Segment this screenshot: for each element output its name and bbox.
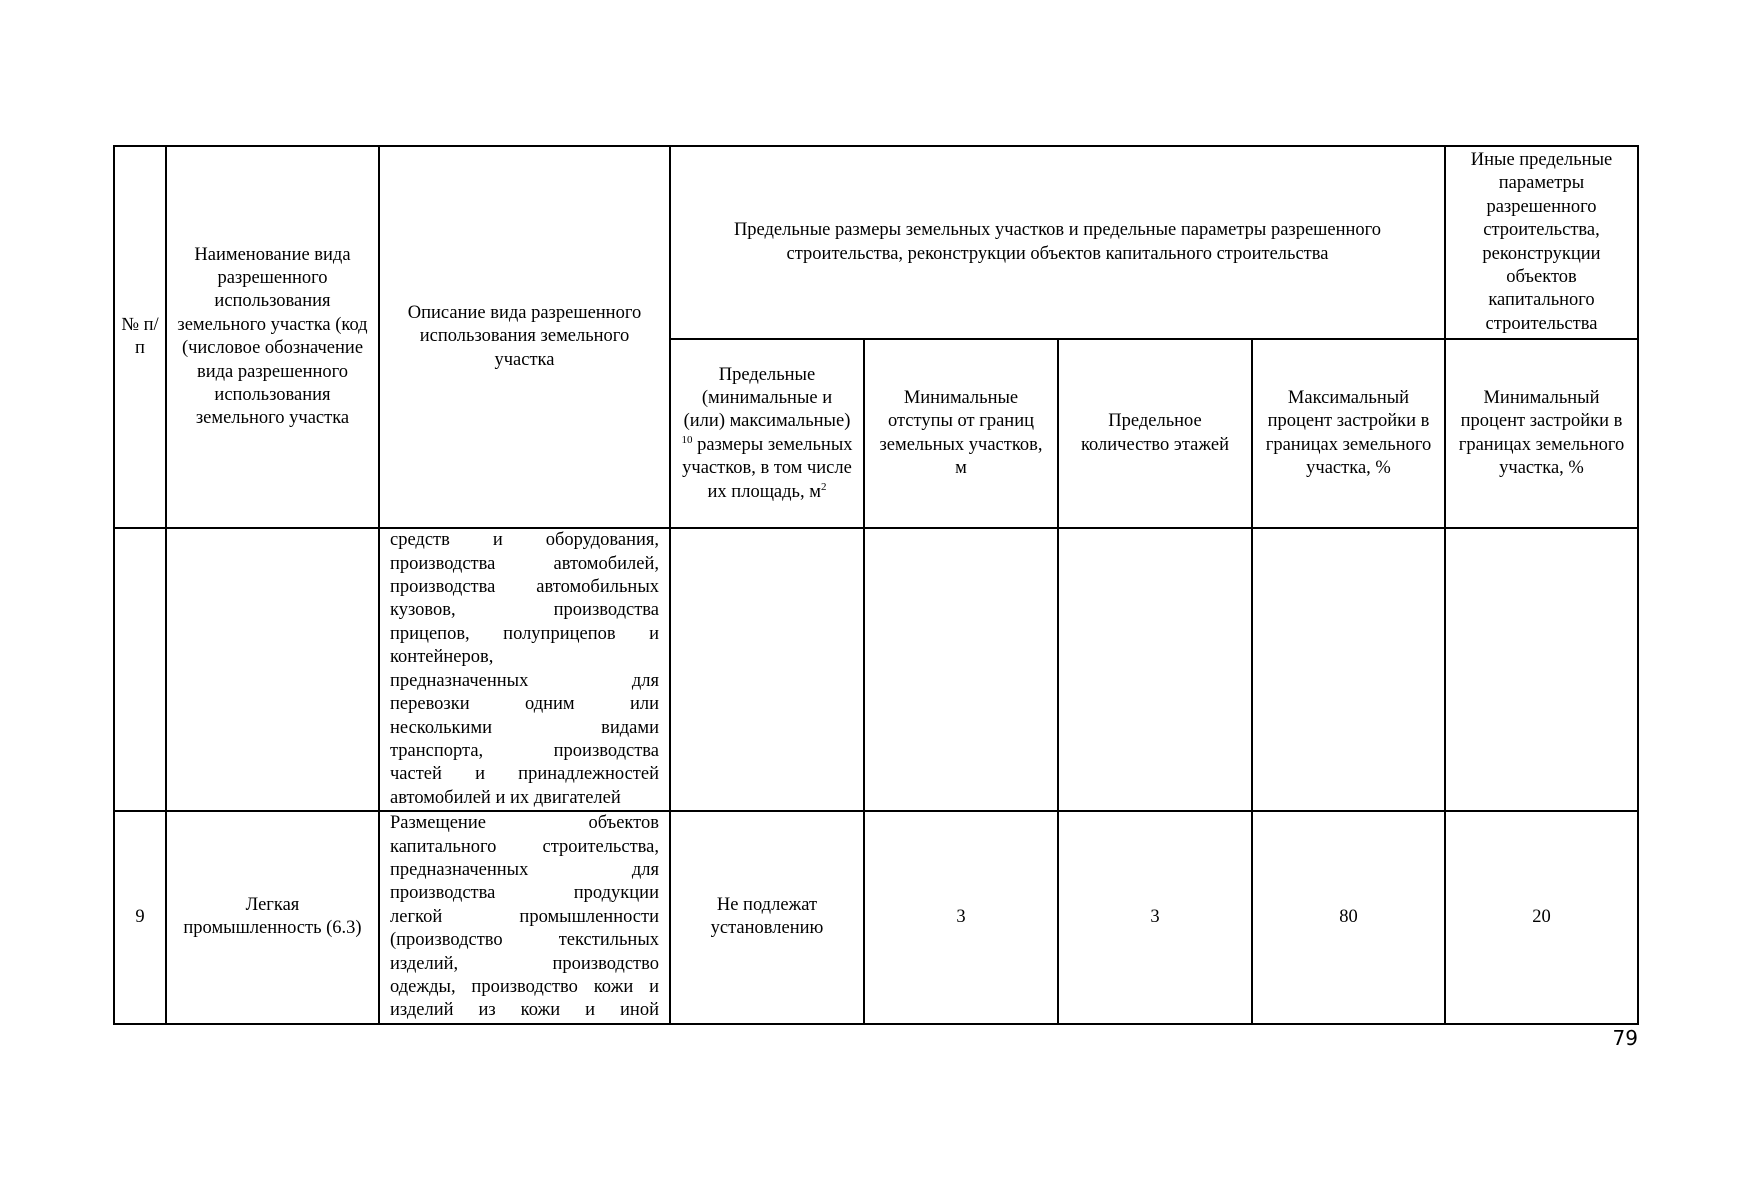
row-desc [379,811,670,1024]
desc-line: перевозки одним или [390,694,659,715]
desc-line: Размещение объектов [390,813,659,834]
row-num [114,528,166,811]
header-other: Иные предельные параметры разрешенного строительства, реконструкции объектов капитального строительства [1445,146,1638,339]
row-min-pct [1445,528,1638,811]
row-name: Легкая промышленность (6.3) [166,811,379,1024]
desc-line: предназначенных для [390,859,659,880]
header-size-text: Предельные (минимальные и (или) максимальные) [683,364,851,432]
desc-line: средств и оборудования, [390,530,659,551]
desc-line: капитального строительства, [390,836,659,857]
desc-line: производства автомобилей, [390,553,659,574]
desc-line: (производство текстильных [390,930,659,951]
desc-line: автомобилей и их двигателей [390,787,621,808]
row-max-pct [1252,528,1445,811]
desc-line: изделий, производство [390,953,659,974]
row-offsets [864,528,1058,811]
header-name: Наименование вида разрешенного использования земельного участка (код (числовое обозначение вида разрешенного использования земельного участка [166,146,379,528]
desc-line: легкой промышленности [390,906,659,927]
header-group: Предельные размеры земельных участков и предельные параметры разрешенного строительства, реконструкции объектов капитального строительства [670,146,1445,339]
header-max-pct: Максимальный процент застройки в границах земельного участка, % [1252,339,1445,528]
page-number: 79 [1612,1026,1638,1050]
desc-line: несколькими видами [390,717,659,738]
desc-line: контейнеров, [390,647,494,668]
table-row [114,811,1638,1024]
desc-line: кузовов, производства [390,600,659,621]
header-size-unit-sup: 2 [820,480,827,493]
row-floors: 3 [1058,811,1252,1024]
row-desc [379,528,670,811]
row-min-pct: 20 [1445,811,1638,1024]
row-num: 9 [114,811,166,1024]
desc-line: прицепов, полуприцепов и [390,623,659,644]
desc-line: производства продукции [390,883,659,904]
desc-line: предназначенных для [390,670,659,691]
row-size: Не подлежат установлению [670,811,864,1024]
header-floors: Предельное количество этажей [1058,339,1252,528]
header-size [670,339,864,528]
row-size [670,528,864,811]
header-desc: Описание вида разрешенного использования земельного участка [379,146,670,528]
desc-line: изделий из кожи и иной [390,1000,659,1021]
header-size-rest: размеры земельных участков, в том числе их площадь, м [682,434,853,502]
table-row [114,528,1638,811]
header-num: № п/п [114,146,166,528]
desc-line: транспорта, производства [390,740,659,761]
header-size-footnote: 10 [681,433,693,446]
row-max-pct: 80 [1252,811,1445,1024]
header-offsets: Минимальные отступы от границ земельных участков, м [864,339,1058,528]
row-offsets: 3 [864,811,1058,1024]
header-row-1 [114,146,1638,339]
row-name [166,528,379,811]
land-use-parameters-table [113,145,1639,1025]
row-floors [1058,528,1252,811]
desc-line: частей и принадлежностей [390,764,659,785]
header-min-pct: Минимальный процент застройки в границах земельного участка, % [1445,339,1638,528]
desc-line: одежды, производство кожи и [390,976,659,997]
desc-line: производства автомобильных [390,577,659,598]
